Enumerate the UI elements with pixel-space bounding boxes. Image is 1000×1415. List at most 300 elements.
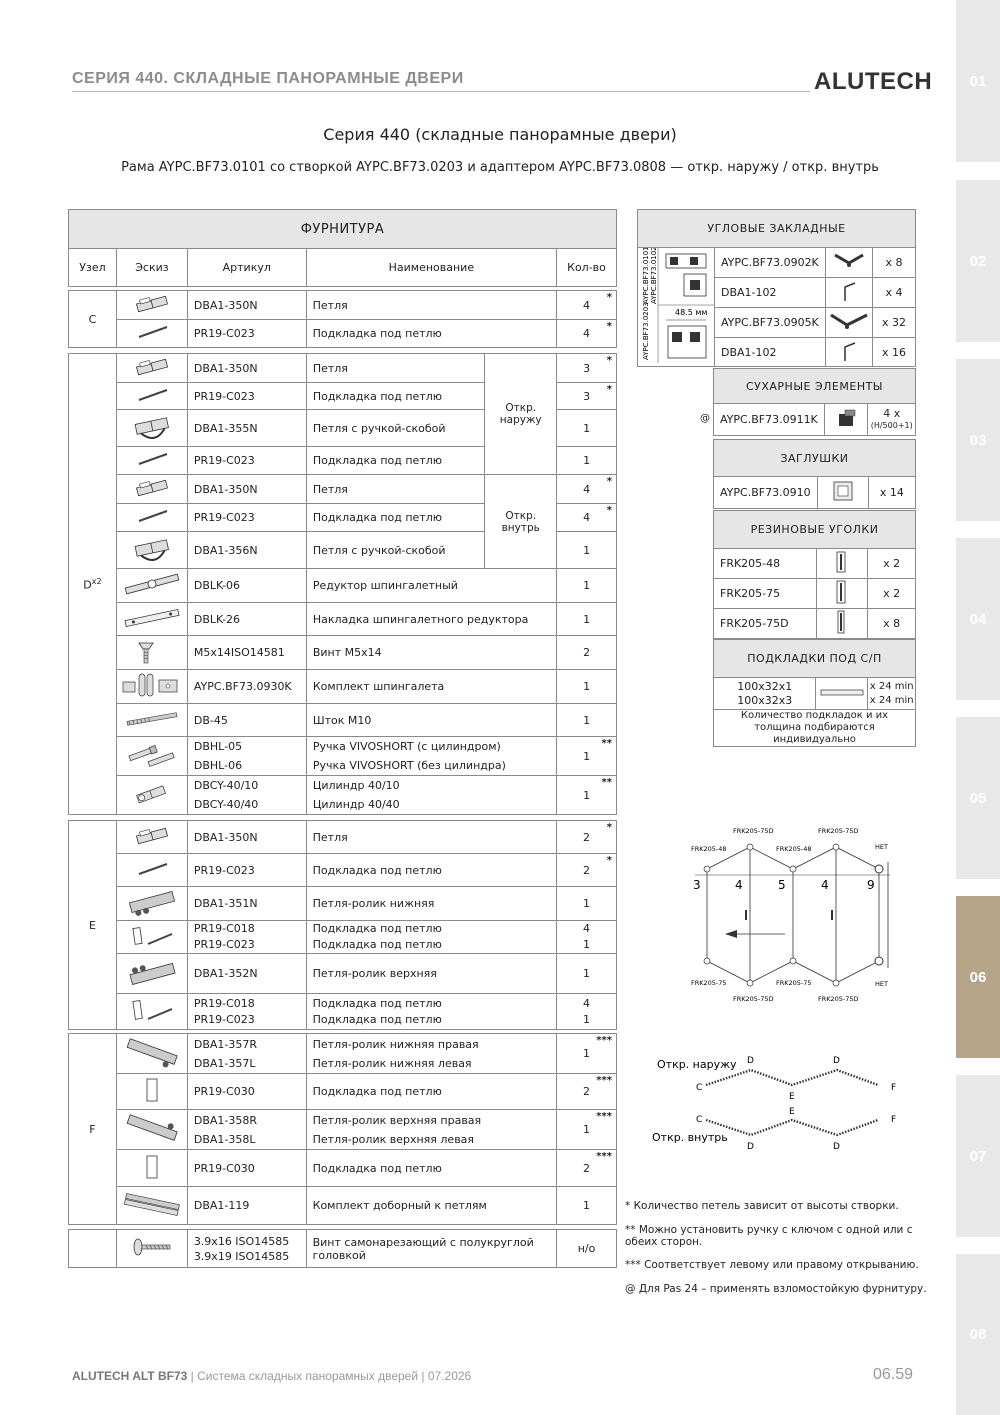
table-row [69,1034,617,1074]
qty: x 8 [873,248,916,278]
svg-text:НЕТ: НЕТ [875,843,888,851]
item-name: Подкладка под петлю [306,854,556,887]
table-row [714,710,916,747]
pas24-mark: @ [700,413,710,424]
rubber-corners-table [713,510,916,639]
svg-text:FRK205-75D: FRK205-75D [733,995,774,1003]
qty: 2 [583,1085,591,1098]
footnote-mark: * [606,384,612,395]
tab-03[interactable]: 03 [956,359,1000,521]
qty: x 14 [868,477,915,509]
article: PR19-C023 [187,504,306,532]
item-name: Подкладка под петлю [306,447,484,475]
table-row [69,854,617,887]
profile-sketch-cell [638,248,715,367]
footer-doc-info: ALUTECH ALT BF73 | Система складных панорамных дверей | 07.2026 [72,1369,472,1383]
sketch-cell [816,678,868,710]
table-row [69,821,617,854]
qty-cell [557,636,617,670]
qty: 1 [583,612,591,626]
table-row [714,404,916,436]
svg-text:D: D [833,1056,840,1066]
col-name: Наименование [306,249,556,287]
sketch-cell [116,737,187,776]
article: DBA1-102 [715,278,826,308]
article: DB-45 [187,704,306,737]
qty-cell [557,854,617,887]
qty-cell [557,475,617,504]
qty: 1 [583,579,591,592]
article: DBA1-355N [187,410,306,447]
article-pair: DBA1-358R DBA1-358L [187,1110,306,1150]
qty-cell [557,1187,617,1225]
article: PR19-C030 [187,1150,306,1187]
hinge-handle-sketch-icon [124,533,180,565]
table-row [69,1150,617,1187]
item-name: Петля-ролик верхняя [306,954,556,994]
item-name: Накладка шпингалетного редуктора [306,603,556,636]
qty-cell [557,1110,617,1150]
sketch-cell [116,704,187,737]
svg-text:Откр. наружу: Откр. наружу [657,1058,737,1071]
table-row [69,636,617,670]
hardware-header-table [68,209,617,287]
page-header-title: СЕРИЯ 440. СКЛАДНЫЕ ПАНОРАМНЫЕ ДВЕРИ [72,70,464,87]
cylinder-sketch-icon [127,779,177,809]
svg-text:9: 9 [867,878,875,892]
sketch-cell [116,532,187,569]
qty: 1 [583,680,591,693]
item-name: Петля [306,821,556,854]
hinge-pad-sketch-icon [127,1152,177,1182]
table-row [69,954,617,994]
rubber-corner-icon [827,549,857,575]
svg-text:AYPC.BF73.0102: AYPC.BF73.0102 [650,248,658,304]
hinge-sketch-icon [127,293,177,315]
article: AYPC.BF73.0902K [715,248,826,278]
node-f: F [69,1034,117,1225]
plug-icon [826,478,860,504]
qty-cell: 4 x (H/500+1) [868,404,916,436]
qty-cell [557,1074,617,1110]
article: DBLK-26 [187,603,306,636]
sketch-cell [116,354,187,383]
article-pair: DBCY-40/10 DBCY-40/40 [187,776,306,815]
direction-in: Откр. внутрь [485,475,557,569]
tab-06[interactable]: 06 [956,896,1000,1058]
item-name-pair: Подкладка под петлю Подкладка под петлю [306,994,556,1030]
qty-cell [557,670,617,704]
brand-logo: ALUTECH [814,68,933,95]
svg-text:F: F [891,1083,897,1093]
table-row [69,603,617,636]
sketch-cell [816,609,868,639]
table-row [69,569,617,603]
sketch-cell [824,404,868,436]
group-d-table [68,353,617,815]
qty: 1 [583,454,591,467]
qty: 3 [583,389,591,403]
article-pair: PR19-C018 PR19-C023 [187,921,306,954]
qty: x 16 [873,338,916,367]
roller-hinge-top-sketch-icon [122,955,182,989]
item-name: Подкладка под петлю [306,320,556,348]
qty-cell [557,504,617,532]
svg-text:E: E [789,1107,795,1117]
qty: н/о [557,1230,617,1268]
qty-cell [557,410,617,447]
pad-qty: x 24 min x 24 min [868,678,916,710]
table-row [714,678,916,710]
sketch-cell [116,821,187,854]
table-row [69,1074,617,1110]
svg-text:FRK205-75: FRK205-75 [776,979,812,987]
hinge-handle-sketch-icon [124,411,180,443]
svg-text:FRK205-75D: FRK205-75D [733,827,774,835]
qty-cell [557,776,617,815]
item-name: Комплект шпингалета [306,670,556,704]
table-row [69,921,617,954]
qty: 3 [583,361,591,375]
qty: 1 [583,749,591,763]
svg-text:4: 4 [735,878,743,892]
qty: 1 [583,421,591,435]
item-name: Подкладка под петлю [306,1074,556,1110]
svg-text:Откр. внутрь: Откр. внутрь [652,1131,728,1144]
svg-text:AYPC.BF73.0203: AYPC.BF73.0203 [642,302,650,360]
footnote-mark: *** [596,1111,612,1122]
svg-text:D: D [747,1142,754,1152]
item-name-pair: Петля-ролик нижняя правая Петля-ролик нижняя левая [306,1034,556,1074]
node-d: $D^{x2}$ [69,354,117,815]
table-row [69,320,617,348]
article: PR19-C023 [187,447,306,475]
group-f-table [68,1033,617,1225]
qty-cell [557,447,617,475]
sketch-cell [116,921,187,954]
item-name: Подкладка под петлю [306,504,484,532]
qty-cell [557,603,617,636]
footnote-mark: * [606,355,612,366]
tab-04[interactable]: 04 [956,538,1000,700]
screw-table [68,1229,617,1268]
article: DBA1-352N [187,954,306,994]
opening-scheme-diagram [648,1050,908,1155]
plugs-title: ЗАГЛУШКИ [714,440,916,477]
sketch-cell [116,854,187,887]
hinge-sketch-icon [127,477,177,499]
dry-element-icon [829,406,863,430]
hinge-pad-sketch-icon [127,322,177,342]
svg-text:FRK205-75: FRK205-75 [691,979,727,987]
qty-cell [557,291,617,320]
qty: 1 [583,788,591,802]
qty-cell [557,887,617,921]
qty: x 4 [873,278,916,308]
qty-cell [557,737,617,776]
qty-cell [557,532,617,569]
sketch-cell [116,887,187,921]
svg-text:FRK205-48: FRK205-48 [776,845,812,853]
svg-text:3: 3 [693,878,701,892]
table-row [69,887,617,921]
direction-out: Откр. наружу [485,354,557,475]
qty: 1 [583,1123,591,1136]
profile-section-icon [638,248,714,363]
hardware-title: ФУРНИТУРА [69,210,617,249]
item-name: Шток M10 [306,704,556,737]
tab-01[interactable]: 01 [956,0,1000,162]
corner-bracket-icon [829,339,869,363]
hinge-pad-sketch-icon [127,1075,177,1105]
roller-hinge-bottom-sketch-icon [122,887,182,917]
table-row [69,354,617,383]
table-row [69,1110,617,1150]
article: DBA1-356N [187,532,306,569]
article: AYPC.BF73.0910 [714,477,818,509]
item-name: Винт самонарезающий с полукруглой головкой [306,1230,556,1268]
corner-connector-icon [829,249,869,273]
sketch-cell [116,504,187,532]
tab-02[interactable]: 02 [956,180,1000,342]
article-pair: 3.9x16 ISO14585 3.9x19 ISO14585 [187,1230,306,1268]
sketch-cell [116,636,187,670]
qty: 2 [583,1161,591,1175]
svg-text:D: D [747,1056,754,1066]
svg-text:FRK205-75D: FRK205-75D [818,827,859,835]
qty: 1 [583,1199,591,1212]
self-tapping-screw-icon [122,1232,182,1262]
roller-hinge-bottom-sketch-icon [121,1035,183,1069]
qty: 2 [583,646,591,659]
article: DBA1-350N [187,291,306,320]
article: PR19-C030 [187,1074,306,1110]
table-row [638,248,916,278]
footnote-mark: * [606,292,612,303]
sketch-cell [116,291,187,320]
pad-set-sketch-icon [124,922,180,950]
sketch-cell [116,776,187,815]
footnote-4: @ Для Pas 24 – применять взломостойкую фурнитуру. [625,1283,927,1295]
article: DBA1-119 [187,1187,306,1225]
svg-text:5: 5 [778,878,786,892]
sketch-cell [825,308,872,338]
glazing-pads-table [713,639,916,747]
dry-elements-table [713,368,916,436]
sketch-cell [816,579,868,609]
footnote-3: *** Соответствует левому или правому открыванию. [625,1259,919,1271]
roller-hinge-top-sketch-icon [121,1111,183,1145]
item-name-pair: Подкладка под петлю Подкладка под петлю [306,921,556,954]
qty: 1 [583,543,591,557]
footnote-mark: * [606,321,612,332]
table-row [69,776,617,815]
hinge-sketch-icon [127,825,177,847]
svg-text:48.5 мм: 48.5 мм [675,308,708,317]
sketch-cell [116,447,187,475]
empty-node [69,1230,117,1268]
svg-text:4: 4 [821,878,829,892]
qty-cell [557,1150,617,1187]
group-e-table [68,820,617,1030]
series-title: Серия 440 (складные панорамные двери) [323,125,677,144]
item-name: Подкладка под петлю [306,1150,556,1187]
qty: 2 [583,863,591,877]
table-row [714,609,916,639]
svg-text:НЕТ: НЕТ [875,980,888,988]
qty: 4 [583,482,591,496]
qty-cell [557,954,617,994]
item-name: Петля [306,354,484,383]
pads-title: ПОДКЛАДКИ ПОД С/П [714,640,916,678]
gear-cover-sketch-icon [121,605,183,631]
table-row [69,1187,617,1225]
pad-set-sketch-icon [124,995,180,1025]
tab-07[interactable]: 07 [956,1075,1000,1237]
plugs-table [713,439,916,509]
article: PR19-C023 [187,320,306,348]
footnote-mark: *** [596,1035,612,1046]
item-name: Петля [306,291,556,320]
dry-title: СУХАРНЫЕ ЭЛЕМЕНТЫ [714,369,916,404]
table-row [69,1230,617,1268]
qty: 1 [583,967,591,980]
screw-sketch-icon [127,637,177,665]
table-row [714,579,916,609]
table-row [714,477,916,509]
node-e: E [69,821,117,1030]
sketch-cell [116,1110,187,1150]
qty-cell [557,383,617,410]
article: AYPC.BF73.0905K [715,308,826,338]
hinge-sketch-icon [127,356,177,378]
sketch-cell [116,410,187,447]
article: DBA1-351N [187,887,306,921]
rubber-corner-icon [827,609,857,635]
sketch-cell [825,248,872,278]
item-name: Подкладка под петлю [306,383,484,410]
table-row [69,737,617,776]
footnote-mark: * [606,822,612,833]
footnote-mark: * [606,476,612,487]
tab-08[interactable]: 08 [956,1254,1000,1415]
footnote-mark: ** [601,738,612,749]
article: FRK205-75 [714,579,817,609]
article: FRK205-48 [714,549,817,579]
corner-connector-icon [827,309,871,333]
sketch-cell [825,278,872,308]
sketch-cell [816,549,868,579]
qty-cell: 4 1 [557,994,617,1030]
hinge-pad-sketch-icon [127,860,177,878]
article-pair: PR19-C018 PR19-C023 [187,994,306,1030]
article: DBA1-350N [187,354,306,383]
node-c: C [69,291,117,348]
col-node: Узел [69,249,117,287]
qty: 4 [583,327,591,340]
svg-text:C: C [696,1115,703,1125]
extension-kit-sketch-icon [121,1189,183,1219]
article: PR19-C023 [187,854,306,887]
col-qty: Кол-во [557,249,617,287]
item-name: Редуктор шпингалетный [306,569,556,603]
svg-text:AYPC.BF73.0101: AYPC.BF73.0101 [642,248,650,304]
qty-cell [557,821,617,854]
article: DBA1-350N [187,475,306,504]
qty: 4 [583,298,591,312]
sketch-cell [116,475,187,504]
handle-sketch-icon [122,738,182,772]
svg-text:C: C [696,1083,703,1093]
sketch-cell [116,954,187,994]
rubber-corner-layout-diagram [685,822,900,1007]
article-pair: DBA1-357R DBA1-357L [187,1034,306,1074]
frame-description: Рама AYPC.BF73.0101 со створкой AYPC.BF73.0203 и адаптером AYPC.BF73.0808 — откр. наружу / откр. внутрь [121,160,879,175]
qty-cell [557,354,617,383]
rod-sketch-icon [121,707,183,731]
hinge-pad-sketch-icon [127,450,177,468]
hinge-pad-sketch-icon [127,507,177,525]
sketch-cell [116,1150,187,1187]
qty-cell [557,704,617,737]
svg-text:FRK205-75D: FRK205-75D [818,995,859,1003]
article: M5x14ISO14581 [187,636,306,670]
espagnolette-gear-sketch-icon [121,571,183,597]
item-name-pair: Цилиндр 40/10 Цилиндр 40/40 [306,776,556,815]
footnote-1: * Количество петель зависит от высоты створки. [625,1200,899,1212]
group-c-table [68,290,617,348]
pads-note: Количество подкладок и их толщина подбираются индивидуально [714,710,916,747]
col-sketch: Эскиз [116,249,187,287]
item-name: Петля-ролик нижняя [306,887,556,921]
sketch-cell [116,1187,187,1225]
sketch-cell [116,670,187,704]
article: PR19-C023 [187,383,306,410]
table-row [69,994,617,1030]
tab-05[interactable]: 05 [956,717,1000,879]
item-name: Петля [306,475,484,504]
footnote-mark: ** [601,777,612,788]
corner-inserts-table [637,209,916,367]
article: FRK205-75D [714,609,817,639]
footnote-2: ** Можно установить ручку с ключом с одной или с обеих сторон. [625,1224,913,1248]
svg-text:E: E [789,1092,795,1102]
sketch-cell [116,1074,187,1110]
svg-text:F: F [891,1115,897,1125]
sketch-cell [116,1230,187,1268]
item-name: Винт M5x14 [306,636,556,670]
qty: x 2 [868,579,916,609]
qty: x 32 [873,308,916,338]
sketch-cell [116,994,187,1030]
corner-title: УГЛОВЫЕ ЗАКЛАДНЫЕ [638,210,916,248]
col-article: Артикул [187,249,306,287]
qty: x 2 [868,549,916,579]
footnote-mark: * [606,505,612,516]
table-row [714,549,916,579]
article: DBA1-350N [187,821,306,854]
qty-cell [557,320,617,348]
qty: 2 [583,830,591,844]
sketch-cell [825,338,872,367]
qty: 1 [583,1047,591,1060]
svg-text:D: D [833,1142,840,1152]
page-number: 06.59 [873,1366,914,1383]
espagnolette-kit-sketch-icon [119,670,185,700]
sketch-cell [116,320,187,348]
rubber-corner-icon [827,579,857,605]
item-name: Комплект доборный к петлям [306,1187,556,1225]
